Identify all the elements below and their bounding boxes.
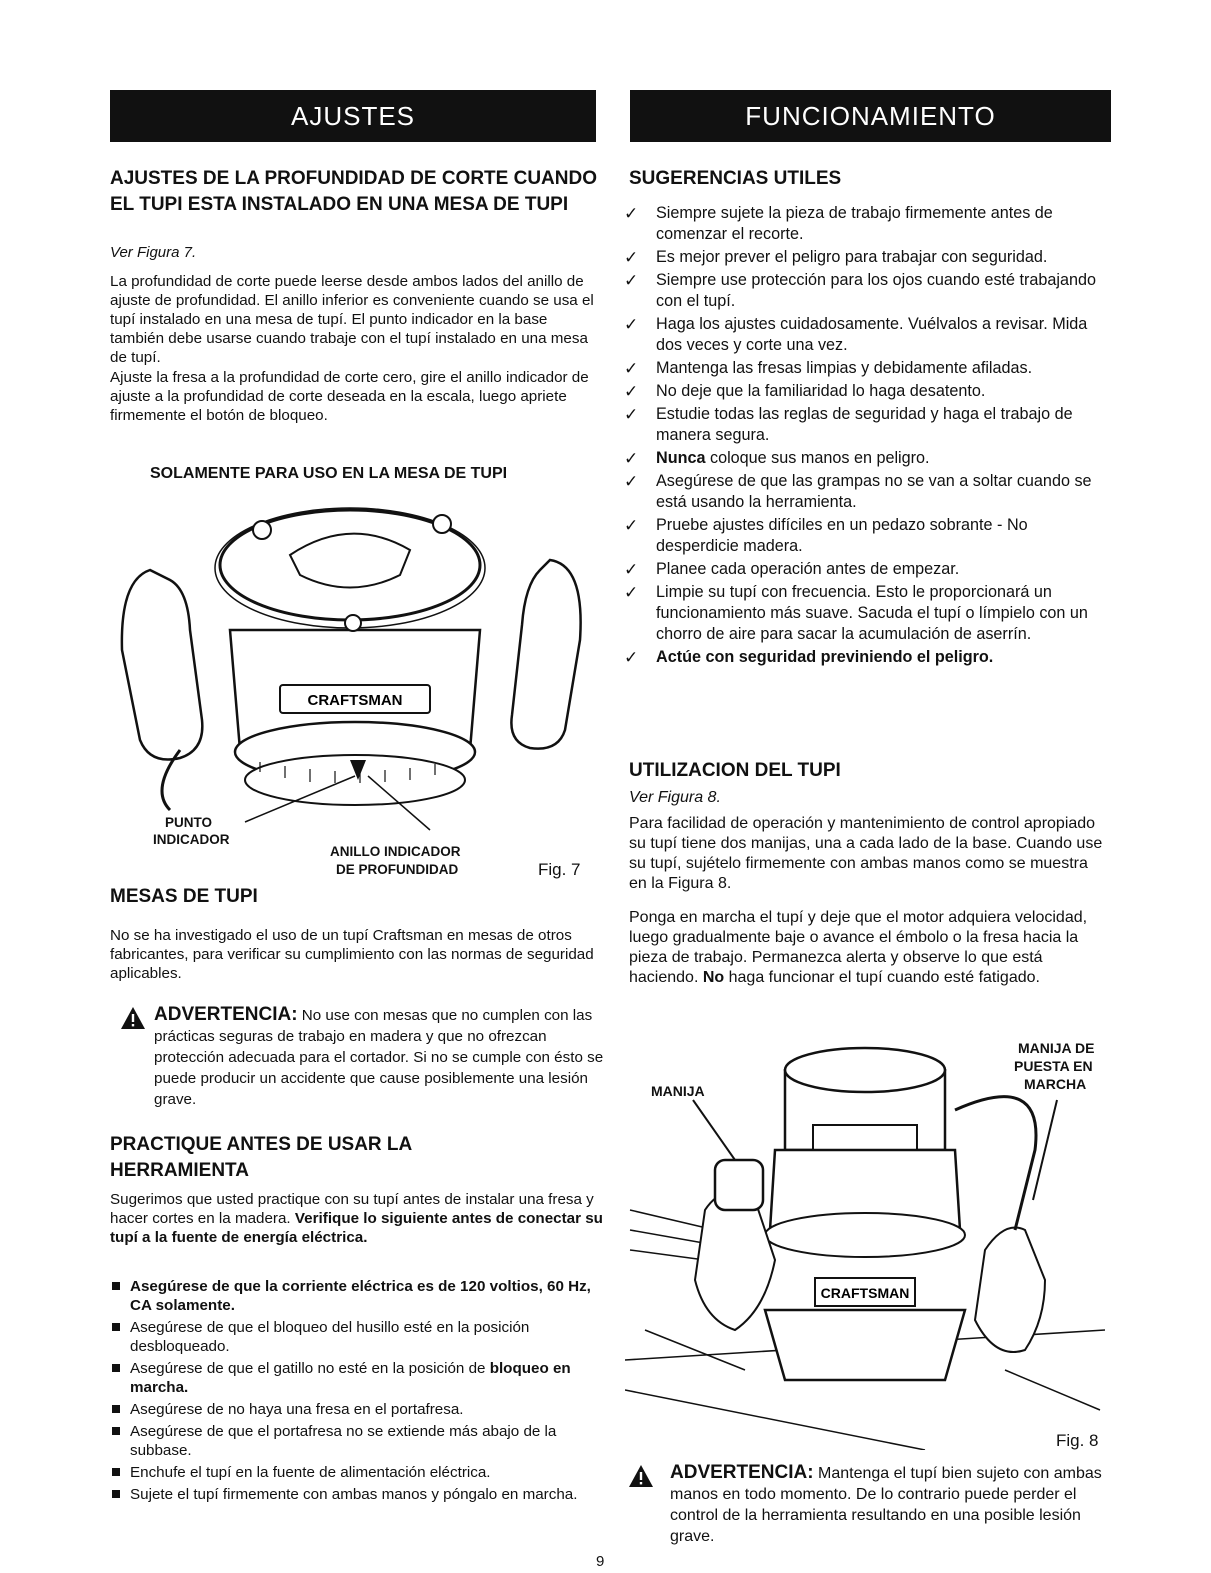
practice-heading: PRACTIQUE ANTES DE USAR LA HERRAMIENTA <box>110 1134 412 1181</box>
warning-1-title: ADVERTENCIA: <box>154 1004 298 1025</box>
check-icon: ✓ <box>624 204 639 223</box>
warning-grip <box>626 1462 1106 1547</box>
list-item-text: Siempre sujete la pieza de trabajo firmemente antes de comenzar el recorte. <box>656 204 1053 243</box>
list-item <box>620 247 1105 268</box>
practice-paragraph-text: Sugerimos que usted practique con su tupí antes de instalar una fresa y hacer cortes en la madera. <box>110 1191 594 1227</box>
check-icon: ✓ <box>624 248 639 267</box>
use-paragraph-2-emphasis: No <box>702 969 725 986</box>
depth-paragraph-1: La profundidad de corte puede leerse desde ambos lados del anillo de ajuste de profundidad. El anillo inferior es conveniente cuando se usa el tupí instalado en una mesa de tupí. El punto indicador en la base también debe usarse cuando trabaje con el tupí instalado en una mesa de tupí. <box>110 273 594 366</box>
list-item-text: Limpie su tupí con frecuencia. Esto le proporcionará un funcionamiento más suave. Sacuda el tupí o límpielo con un chorro de aire para sacar la acumulación de aserrín. <box>656 583 1088 643</box>
use-paragraph-2 <box>629 908 1107 988</box>
figure-8-brand-plate: CRAFTSMAN <box>820 1285 910 1301</box>
warning-2-title: ADVERTENCIA: <box>670 1462 814 1483</box>
list-item-text: Actúe con seguridad previniendo el peligro. <box>656 648 994 666</box>
list-item <box>620 647 1105 668</box>
figure-7-router-illustration <box>110 490 600 870</box>
label-indicador: INDICADOR <box>153 832 230 847</box>
warning-triangle-icon <box>626 1464 656 1488</box>
figure-7-brand-plate: CRAFTSMAN <box>307 692 403 709</box>
list-item: Enchufe el tupí en la fuente de alimentación eléctrica. <box>112 1463 604 1482</box>
check-icon: ✓ <box>624 583 639 602</box>
label-switch-line-3: MARCHA <box>1024 1076 1087 1092</box>
depth-paragraph-2: Ajuste la fresa a la profundidad de corte cero, gire el anillo indicador de ajuste a la profundidad de corte deseada en la escala, luego apriete firmemente el botón de bloqueo. <box>110 369 589 424</box>
use-paragraph-2-text: Ponga en marcha el tupí y deje que el motor adquiera velocidad, luego gradualmente baje o avance el émbolo o la fresa hacia la pieza de trabajo. Permanezca alerta y observe lo que está haciendo. <box>629 909 1088 986</box>
check-icon: ✓ <box>624 271 639 290</box>
use-figure-ref: Ver Figura 8. <box>629 789 721 806</box>
use-paragraph-1: Para facilidad de operación y mantenimiento de control apropiado su tupí tiene dos manijas, una a cada lado de la base. Cuando use su tupí, sujételo firmemente con ambas manos como se muestra en la Figura 8. <box>629 815 1103 892</box>
check-icon: ✓ <box>624 359 639 378</box>
warning-triangle-icon <box>118 1006 148 1030</box>
list-item-emphasis: bloqueo en marcha. <box>130 1360 571 1396</box>
label-de-profundidad: DE PROFUNDIDAD <box>336 862 459 877</box>
list-item <box>620 314 1105 356</box>
practice-checklist <box>112 1277 604 1507</box>
figure-7-number: Fig. 7 <box>538 860 581 879</box>
list-item <box>620 381 1105 402</box>
list-item-text: No deje que la familiaridad lo haga desatento. <box>656 382 986 400</box>
use-heading: UTILIZACION DEL TUPI <box>629 760 841 781</box>
list-item-text: Asegúrese de que las grampas no se van a soltar cuando se está usando la herramienta. <box>656 472 1092 511</box>
list-item: Asegúrese de que el portafresa no se extiende más abajo de la subbase. <box>112 1422 604 1460</box>
list-item-text: Estudie todas las reglas de seguridad y haga el trabajo de manera segura. <box>656 405 1073 444</box>
list-item-text: Haga los ajustes cuidadosamente. Vuélvalos a revisar. Mida dos veces y corte una vez. <box>656 315 1088 354</box>
warning-mesas <box>118 1004 608 1110</box>
list-item <box>620 471 1105 513</box>
list-item-text: Pruebe ajustes difíciles en un pedazo sobrante - No desperdicie madera. <box>656 516 1028 555</box>
check-icon: ✓ <box>624 516 639 535</box>
table-only-caption: SOLAMENTE PARA USO EN LA MESA DE TUPI <box>150 465 508 482</box>
banner-funcionamiento <box>630 90 1111 142</box>
label-switch-line-2: PUESTA EN <box>1014 1058 1093 1074</box>
list-item <box>620 404 1105 446</box>
tips-heading: SUGERENCIAS UTILES <box>629 168 842 189</box>
list-item-text: Mantenga las fresas limpias y debidamente afiladas. <box>656 359 1033 377</box>
list-item <box>620 559 1105 580</box>
list-item <box>620 203 1105 245</box>
list-item-text: Es mejor prever el peligro para trabajar con seguridad. <box>656 248 1048 266</box>
check-icon: ✓ <box>624 315 639 334</box>
banner-funcionamiento-label: FUNCIONAMIENTO <box>745 100 996 131</box>
check-icon: ✓ <box>624 405 639 424</box>
use-paragraph-2-text-end: haga funcionar el tupí cuando esté fatigado. <box>724 969 1040 986</box>
list-item <box>620 270 1105 312</box>
label-switch-line-1: MANIJA DE <box>1018 1040 1095 1056</box>
warning-2-text: Mantenga el tupí bien sujeto con ambas manos en todo momento. De lo contrario puede perder el control de la herramienta resultando en una posible lesión grave. <box>670 1465 1102 1545</box>
list-item: Asegúrese de no haya una fresa en el portafresa. <box>112 1400 604 1419</box>
check-icon: ✓ <box>624 449 639 468</box>
check-icon: ✓ <box>624 472 639 491</box>
list-item-text: Siempre use protección para los ojos cuando esté trabajando con el tupí. <box>656 271 1097 310</box>
label-anillo-indicador: ANILLO INDICADOR <box>330 844 461 859</box>
list-item: Asegúrese de que la corriente eléctrica es de 120 voltios, 60 Hz, CA solamente. <box>112 1277 604 1315</box>
list-item: Sujete el tupí firmemente con ambas manos y póngalo en marcha. <box>112 1485 604 1504</box>
page-number: 9 <box>596 1553 605 1570</box>
tips-checklist <box>620 203 1105 670</box>
check-icon: ✓ <box>624 560 639 579</box>
list-item-text: Asegúrese de que el gatillo no esté en la posición de <box>130 1360 490 1377</box>
list-item <box>620 448 1105 469</box>
depth-figure-ref: Ver Figura 7. <box>110 244 197 261</box>
check-icon: ✓ <box>624 648 639 667</box>
warning-1-text: No use con mesas que no cumplen con las prácticas seguras de trabajo en madera y que no ofrezcan protección adecuada para el cortador. Si no se cumple con ésto se puede producir un accidente que cause posiblemente una lesión grave. <box>154 1007 604 1108</box>
practice-paragraph-emphasis: Verifique lo siguiente antes de conectar su tupí a la fuente de energía eléctrica. <box>110 1210 603 1246</box>
banner-ajustes-label: AJUSTES <box>290 100 416 131</box>
list-item-text: Planee cada operación antes de empezar. <box>656 560 960 578</box>
practice-paragraph <box>110 1190 610 1247</box>
list-item-text: coloque sus manos en peligro. <box>705 449 930 467</box>
mesas-heading: MESAS DE TUPI <box>110 886 258 907</box>
label-punto: PUNTO <box>165 815 213 830</box>
list-item-emphasis: Nunca <box>656 449 706 467</box>
list-item <box>620 515 1105 557</box>
banner-ajustes <box>110 90 596 142</box>
figure-8-number: Fig. 8 <box>1056 1431 1099 1450</box>
list-item <box>112 1359 604 1397</box>
list-item <box>620 358 1105 379</box>
list-item: Asegúrese de que el bloqueo del husillo esté en la posición desbloqueado. <box>112 1318 604 1356</box>
depth-heading: AJUSTES DE LA PROFUNDIDAD DE CORTE CUANDO EL TUPI ESTA INSTALADO EN UNA MESA DE TUPI <box>110 168 597 215</box>
list-item <box>620 582 1105 645</box>
check-icon: ✓ <box>624 382 639 401</box>
label-manija: MANIJA <box>651 1083 705 1099</box>
mesas-paragraph: No se ha investigado el uso de un tupí Craftsman en mesas de otros fabricantes, para verificar su cumplimiento con las normas de seguridad aplicables. <box>110 927 594 982</box>
